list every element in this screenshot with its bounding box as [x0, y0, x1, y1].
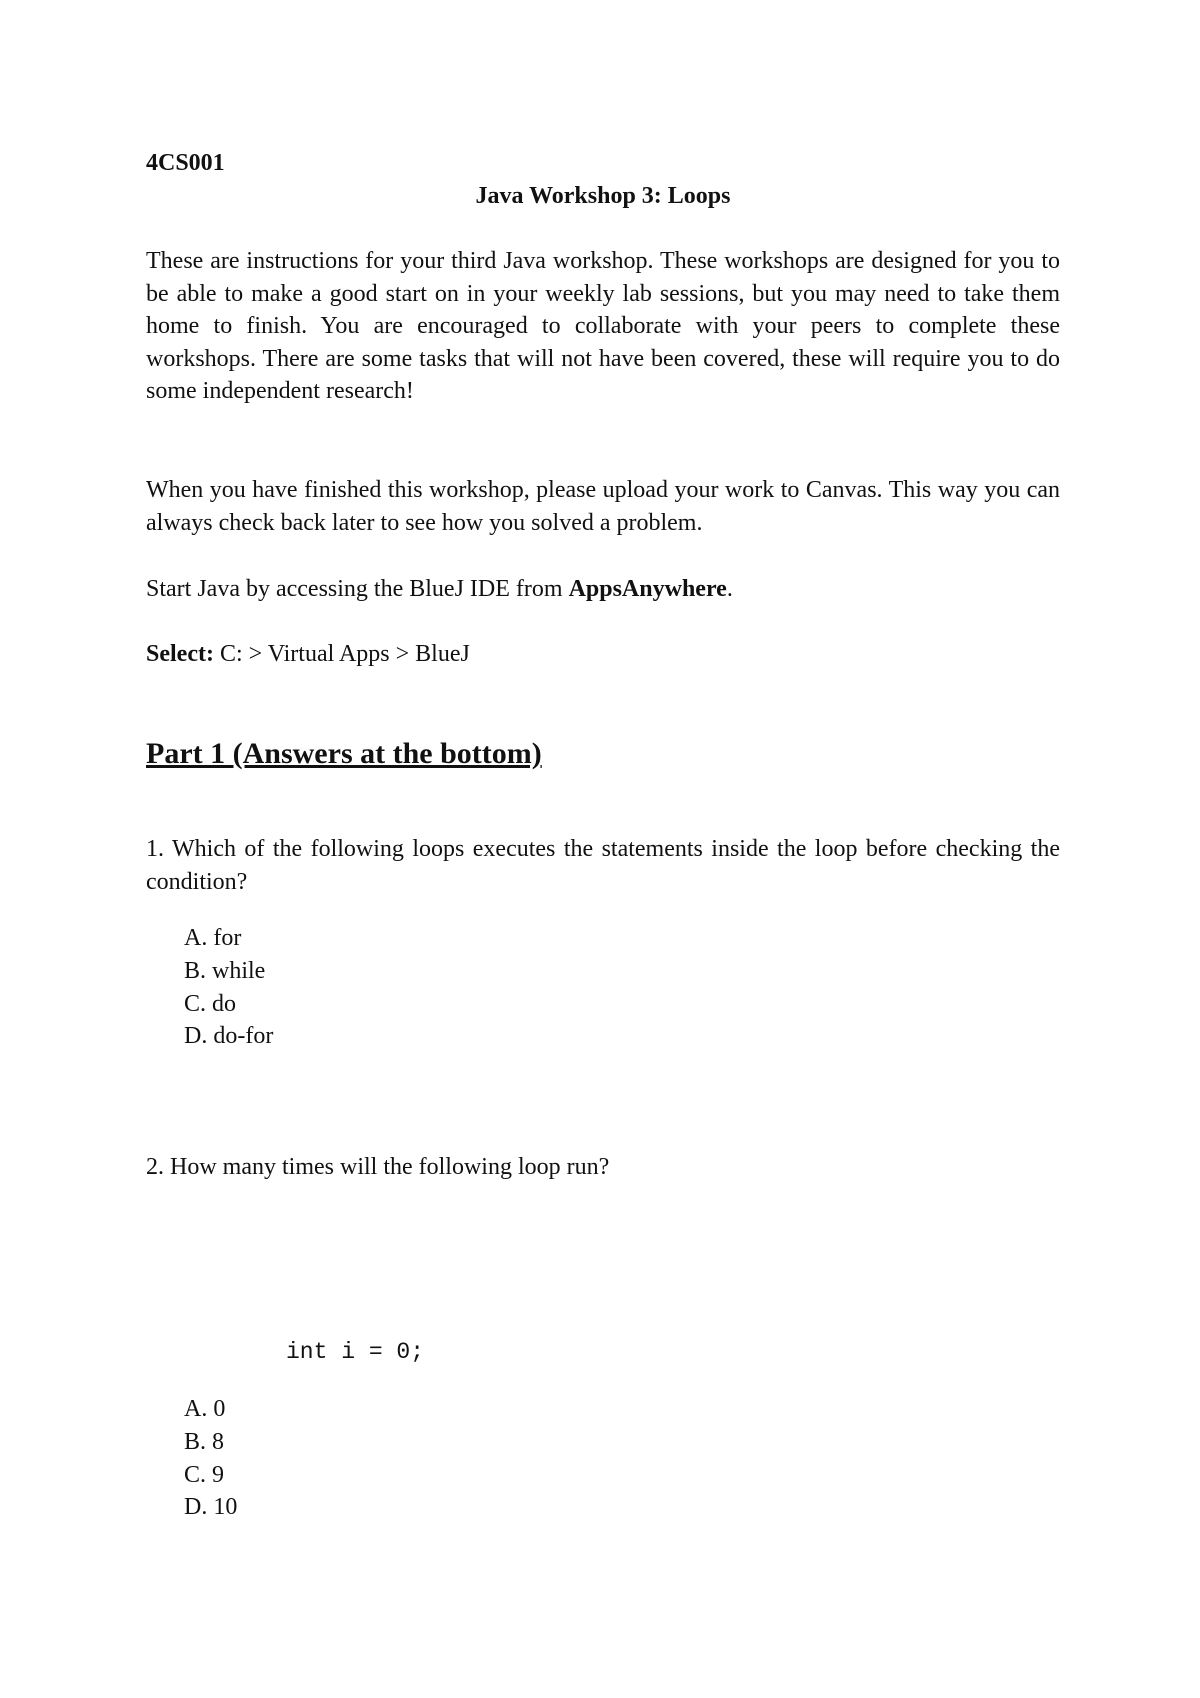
part-heading: Part 1 (Answers at the bottom)	[146, 737, 542, 770]
question-1: 1. Which of the following loops executes the statements inside the loop before checking the condition?	[146, 836, 1060, 895]
question-2-options	[184, 1393, 237, 1524]
select-label: Select:	[146, 641, 214, 667]
start-instructions	[146, 573, 1060, 606]
option: B. while	[184, 957, 266, 984]
start-suffix: .	[726, 576, 733, 602]
code-snippet: int i = 0;	[286, 1339, 425, 1365]
course-code: 4CS001	[146, 150, 225, 176]
select-instructions	[146, 638, 1060, 671]
option: C. do	[184, 990, 237, 1017]
start-text: Start Java by accessing the BlueJ IDE from	[146, 576, 569, 602]
option: D. 10	[184, 1494, 238, 1521]
option: D. do-for	[184, 1023, 274, 1050]
upload-instructions: When you have finished this workshop, please upload your work to Canvas. This way you can always check back later to see how you solved a problem.	[146, 477, 1060, 536]
option: B. 8	[184, 1428, 225, 1455]
select-path: C: > Virtual Apps > BlueJ	[213, 641, 470, 667]
intro-paragraph: These are instructions for your third Java workshop. These workshops are designed for you to be able to make a good start on in your weekly lab sessions, but you may need to take them home to finish. You are encouraged to collaborate with your peers to complete these workshops. There are some tasks that will not have been covered, these will require you to do some independent research!	[146, 248, 1060, 404]
question-1-options	[184, 922, 273, 1053]
option: A. 0	[184, 1396, 226, 1422]
apps-anywhere-label: AppsAnywhere	[568, 576, 727, 602]
document-title: Java Workshop 3: Loops	[475, 183, 731, 209]
question-2: 2. How many times will the following loop run?	[146, 1154, 610, 1180]
option: C. 9	[184, 1461, 225, 1488]
option: A. for	[184, 925, 242, 951]
document-page	[146, 0, 1060, 1698]
